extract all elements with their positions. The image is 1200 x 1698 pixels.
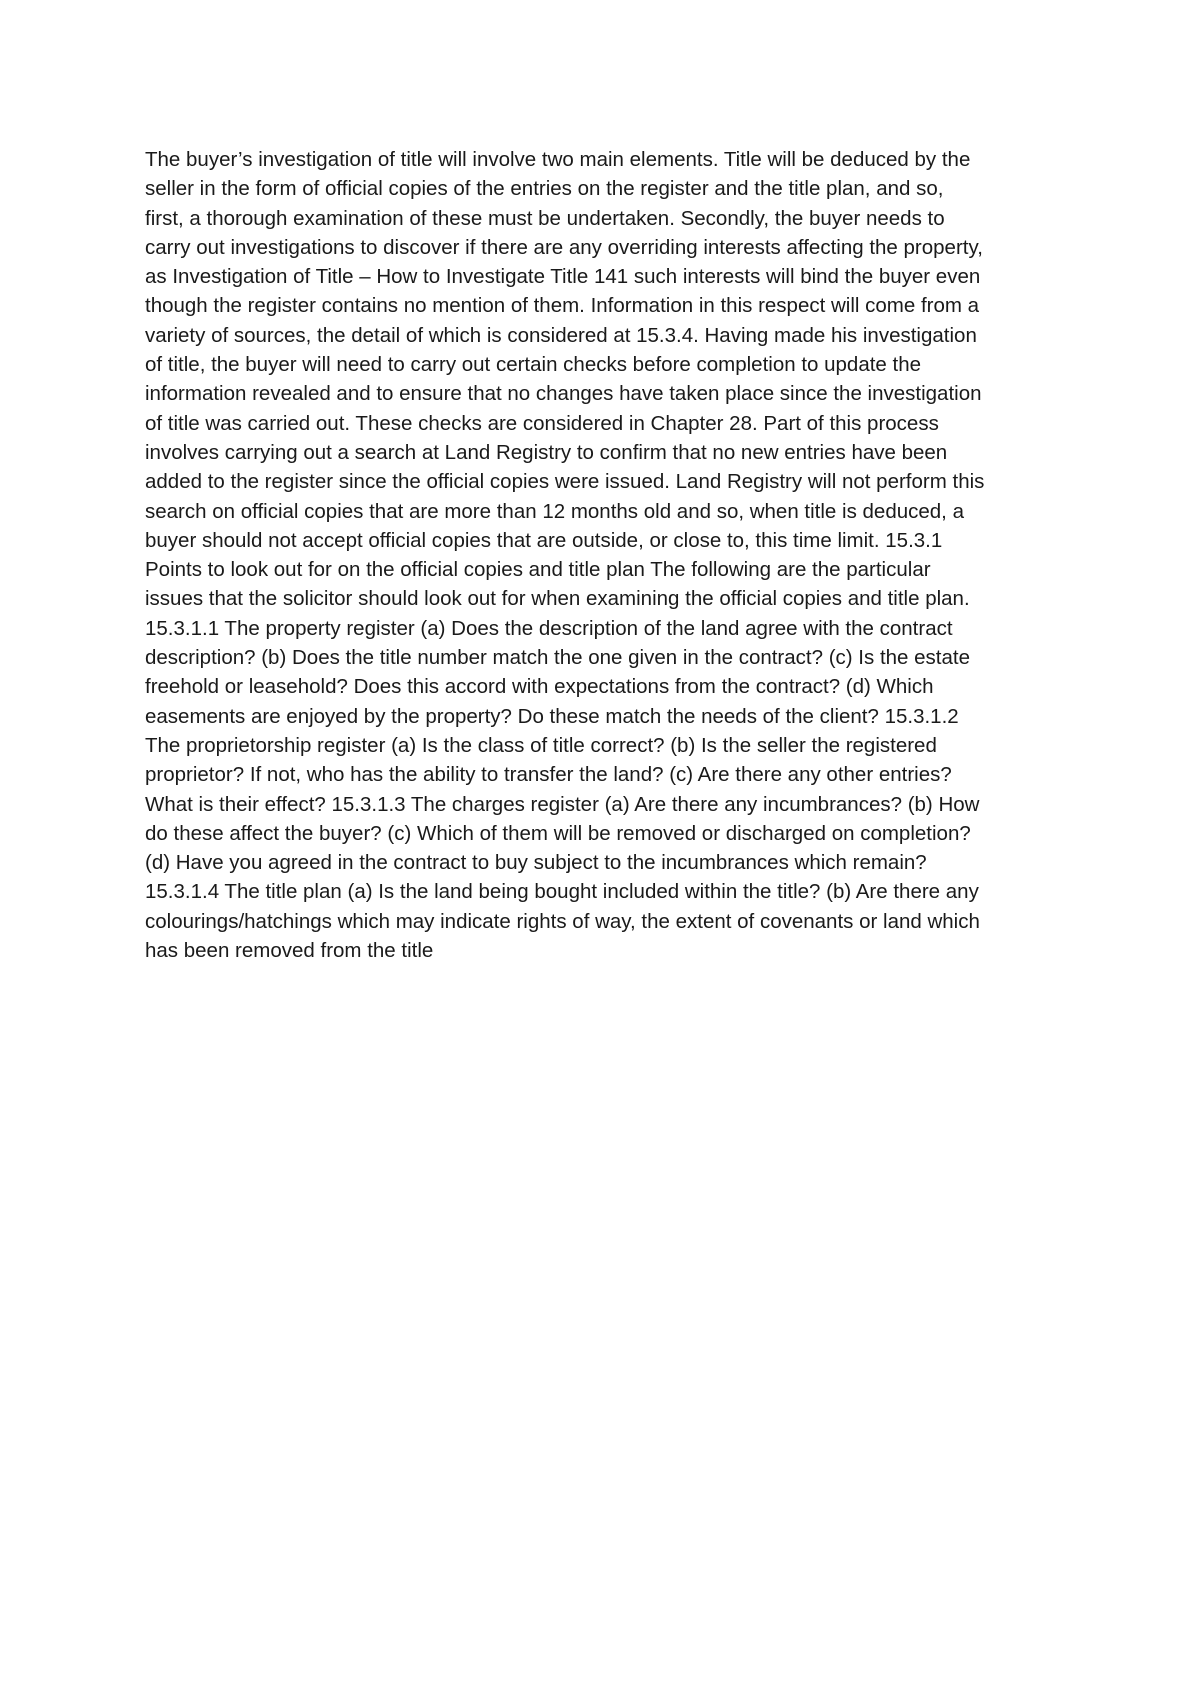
text-line: carry out investigations to discover if there are any overriding interests affecting the property,	[145, 235, 983, 259]
text-line: search on official copies that are more than 12 months old and so, when title is deduced, a	[145, 499, 964, 523]
text-line: of title was carried out. These checks are considered in Chapter 28. Part of this process	[145, 411, 939, 435]
text-line: 15.3.1.1 The property register (a) Does the description of the land agree with the contract	[145, 616, 953, 640]
text-line: What is their effect? 15.3.1.3 The charges register (a) Are there any incumbrances? (b) How	[145, 792, 980, 816]
text-line: easements are enjoyed by the property? Do these match the needs of the client? 15.3.1.2	[145, 704, 959, 728]
text-line: information revealed and to ensure that no changes have taken place since the investigation	[145, 382, 982, 406]
text-line: though the register contains no mention of them. Information in this respect will come from a	[145, 294, 980, 318]
text-line: 15.3.1.4 The title plan (a) Is the land being bought included within the title? (b) Are there any	[145, 880, 979, 904]
text-line: buyer should not accept official copies that are outside, or close to, this time limit. 15.3.1	[145, 528, 943, 552]
text-line: variety of sources, the detail of which is considered at 15.3.4. Having made his investigation	[145, 323, 977, 347]
text-line: added to the register since the official copies were issued. Land Registry will not perform this	[145, 470, 985, 494]
text-line: first, a thorough examination of these must be undertaken. Secondly, the buyer needs to	[145, 206, 945, 230]
text-line: colourings/hatchings which may indicate rights of way, the extent of covenants or land which	[145, 909, 980, 933]
text-line: The buyer’s investigation of title will involve two main elements. Title will be deduced by the	[145, 148, 971, 171]
text-line: proprietor? If not, who has the ability to transfer the land? (c) Are there any other entries?	[145, 763, 952, 787]
text-line: of title, the buyer will need to carry out certain checks before completion to update the	[145, 353, 922, 377]
text-line: Points to look out for on the official copies and title plan The following are the particular	[145, 558, 931, 582]
text-line: has been removed from the title	[145, 939, 434, 963]
text-line: seller in the form of official copies of the entries on the register and the title plan, and so,	[145, 177, 944, 201]
text-line: (d) Have you agreed in the contract to buy subject to the incumbrances which remain?	[145, 851, 927, 875]
text-line: as Investigation of Title – How to Investigate Title 141 such interests will bind the buyer even	[145, 265, 981, 289]
text-line: involves carrying out a search at Land Registry to confirm that no new entries have been	[145, 440, 948, 464]
text-line: do these affect the buyer? (c) Which of them will be removed or discharged on completion?	[145, 821, 971, 845]
text-line: freehold or leasehold? Does this accord with expectations from the contract? (d) Which	[145, 675, 934, 699]
body-text	[145, 145, 1070, 965]
text-line: The proprietorship register (a) Is the class of title correct? (b) Is the seller the registered	[145, 733, 937, 757]
text-line: issues that the solicitor should look out for when examining the official copies and title plan.	[145, 587, 970, 611]
text-line: description? (b) Does the title number match the one given in the contract? (c) Is the estate	[145, 646, 970, 670]
